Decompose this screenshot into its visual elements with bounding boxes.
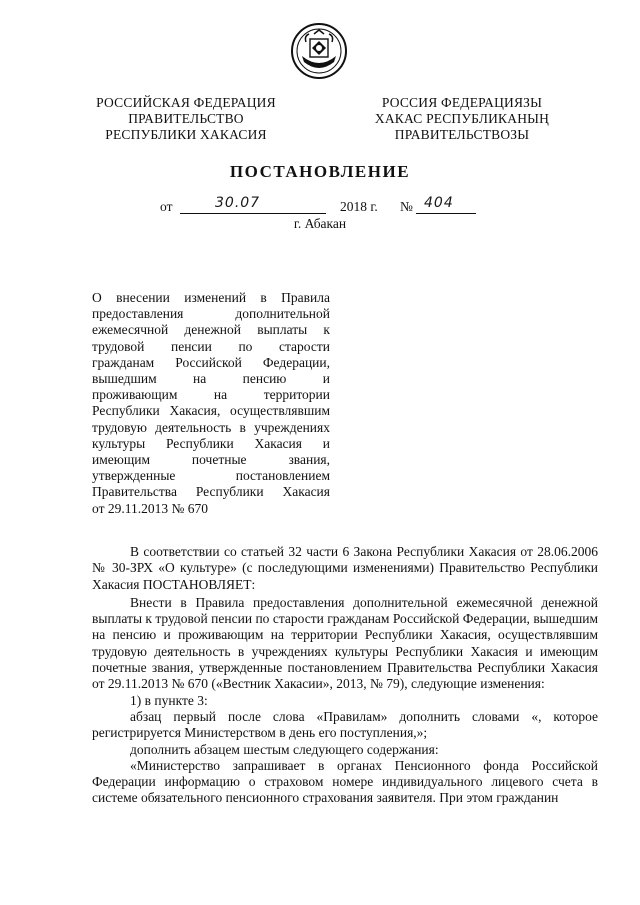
subject-line: трудовой пенсии по старости xyxy=(92,338,330,354)
date-underline xyxy=(180,213,326,214)
header-right-block xyxy=(362,95,562,143)
body-paragraph: «Министерство запрашивает в органах Пенсионного фонда Российской Федерации информацию о страховом номере индивидуального лицевого счета в системе обязательного пенсионного страхования заявителя. При этом гражданин xyxy=(92,757,598,806)
year-label: 2018 г. xyxy=(340,199,378,214)
header-left-line: РОССИЙСКАЯ ФЕДЕРАЦИЯ xyxy=(96,95,276,110)
body-paragraph: дополнить абзацем шестым следующего содержания: xyxy=(130,741,439,757)
date-number-line xyxy=(0,197,640,217)
date-prefix: от xyxy=(160,199,173,214)
subject-block xyxy=(92,290,330,517)
header-left-line: РЕСПУБЛИКИ ХАКАСИЯ xyxy=(105,127,267,142)
subject-line: вышедшим на пенсию и xyxy=(92,371,330,387)
subject-line: от 29.11.2013 № 670 xyxy=(92,500,208,516)
body-paragraph: абзац первый после слова «Правилам» дополнить словами «, которое регистрируется Министерством в день его поступления,»; xyxy=(92,708,598,741)
document-body xyxy=(92,544,598,807)
subject-line: Республики Хакасия, осуществлявшим xyxy=(92,403,330,419)
header-left-block xyxy=(86,95,286,143)
header-right-line: ХАКАС РЕСПУБЛИКАНЫҢ xyxy=(374,111,550,126)
number-sign: № xyxy=(400,199,413,214)
body-paragraph: Внести в Правила предоставления дополнительной ежемесячной денежной выплаты к трудовой пенсии по старости гражданам Российской Федерации, вышедшим на пенсию и проживающим на территории Республики Хакасия, осуществлявшим трудовую деятельность в учреждениях культуры Республики Хакасия и имеющим почетные звания, утвержденные постановлением Правительства Республики Хакасия от 29.11.2013 № 670 («Вестник Хакасии», 2013, № 79), следующие изменения: xyxy=(92,594,598,692)
subject-line: утвержденные постановлением xyxy=(92,468,330,484)
subject-line: предоставления дополнительной xyxy=(92,306,330,322)
header-left-line: ПРАВИТЕЛЬСТВО xyxy=(128,111,244,126)
subject-line: Правительства Республики Хакасия xyxy=(92,484,330,500)
subject-line: ежемесячной денежной выплаты к xyxy=(92,322,330,338)
body-paragraph: 1) в пункте 3: xyxy=(130,692,208,708)
subject-line: культуры Республики Хакасия и xyxy=(92,435,330,451)
handwritten-number: 404 xyxy=(424,195,454,211)
city-label: г. Абакан xyxy=(293,216,347,231)
subject-line: трудовую деятельность в учреждениях xyxy=(92,419,330,435)
header-right-line: ПРАВИТЕЛЬСТВОЗЫ xyxy=(394,127,530,142)
document-title: ПОСТАНОВЛЕНИЕ xyxy=(229,162,411,181)
body-paragraph: В соответствии со статьей 32 части 6 Закона Республики Хакасия от 28.06.2006 № 30-ЗРХ «О культуре» (с последующими изменениями) Правительство Республики Хакасия ПОСТАНОВЛЯЕТ: xyxy=(92,544,598,592)
subject-line: проживающим на территории xyxy=(92,387,330,403)
header-right-line: РОССИЯ ФЕДЕРАЦИЯЗЫ xyxy=(381,95,543,110)
subject-line: О внесении изменений в Правила xyxy=(92,290,330,305)
subject-line: имеющим почетные звания, xyxy=(92,452,330,468)
coat-of-arms-emblem xyxy=(290,22,348,80)
number-underline xyxy=(416,213,476,214)
subject-line: гражданам Российской Федерации, xyxy=(92,354,330,370)
handwritten-date: 30.07 xyxy=(215,195,261,211)
